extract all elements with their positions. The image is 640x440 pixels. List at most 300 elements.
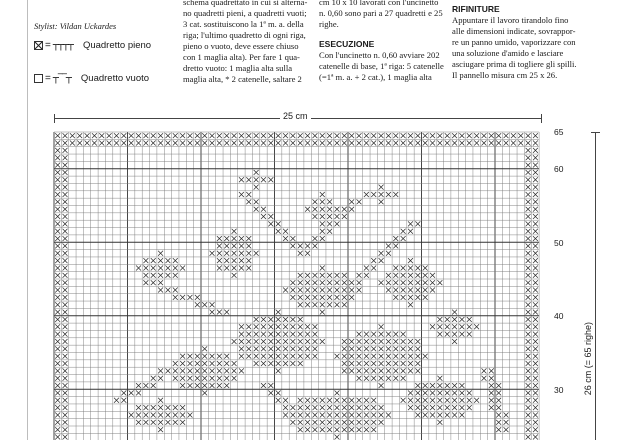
filled-cell	[533, 354, 538, 359]
filled-cell	[415, 383, 420, 388]
filled-cell	[533, 177, 538, 182]
filled-cell	[533, 332, 538, 337]
filled-cell	[467, 317, 472, 322]
filled-cell	[55, 288, 60, 293]
filled-cell	[342, 405, 347, 410]
filled-cell	[335, 288, 340, 293]
filled-cell	[298, 332, 303, 337]
filled-cell	[173, 376, 178, 381]
filled-cell	[379, 376, 384, 381]
filled-cell	[202, 302, 207, 307]
filled-cell	[239, 324, 244, 329]
filled-cell	[437, 390, 442, 395]
filled-cell	[195, 383, 200, 388]
filled-cell	[129, 133, 134, 138]
filled-cell	[239, 266, 244, 271]
filled-cell	[364, 376, 369, 381]
filled-cell	[210, 368, 215, 373]
filled-cell	[180, 420, 185, 425]
filled-cell	[276, 317, 281, 322]
filled-cell	[210, 141, 215, 146]
filled-cell	[254, 251, 259, 256]
filled-cell	[217, 133, 222, 138]
filled-cell	[276, 361, 281, 366]
filled-cell	[526, 236, 531, 241]
filled-cell	[224, 141, 229, 146]
filled-cell	[246, 199, 251, 204]
filled-cell	[526, 185, 531, 190]
filled-cell	[533, 155, 538, 160]
filled-cell	[224, 310, 229, 315]
filled-cell	[459, 390, 464, 395]
filled-cell	[136, 390, 141, 395]
filled-cell	[482, 368, 487, 373]
legend-empty-label: Quadretto vuoto	[80, 73, 150, 84]
filled-cell	[107, 141, 112, 146]
filled-cell	[357, 332, 362, 337]
filled-cell	[445, 398, 450, 403]
filled-cell	[430, 390, 435, 395]
filled-cell	[55, 398, 60, 403]
filled-cell	[371, 354, 376, 359]
filled-cell	[246, 141, 251, 146]
filled-cell	[342, 207, 347, 212]
filled-cell	[327, 420, 332, 425]
filled-cell	[467, 405, 472, 410]
filled-cell	[290, 324, 295, 329]
filled-cell	[320, 273, 325, 278]
filled-cell	[165, 413, 170, 418]
filled-cell	[55, 266, 60, 271]
filled-cell	[261, 361, 266, 366]
filled-cell	[165, 288, 170, 293]
filled-cell	[232, 339, 237, 344]
filled-cell	[496, 427, 501, 432]
filled-cell	[467, 398, 472, 403]
filled-cell	[327, 413, 332, 418]
filled-cell	[232, 258, 237, 263]
filled-cell	[239, 332, 244, 337]
filled-cell	[393, 133, 398, 138]
filled-cell	[430, 383, 435, 388]
filled-cell	[55, 177, 60, 182]
filled-cell	[459, 317, 464, 322]
filled-cell	[335, 280, 340, 285]
filled-cell	[526, 310, 531, 315]
filled-cell	[357, 427, 362, 432]
filled-cell	[430, 413, 435, 418]
filled-cell	[533, 302, 538, 307]
filled-cell	[386, 280, 391, 285]
instructions-column-4: RIFINITURE Appuntare il lavoro tirandolo fino alle dimensioni indicate, sovrappor- re un panno umido, vaporizzare con una soluzione d'amido e lasciare asciugare prima di togliere gli spilli. Il pannello misura cm 25 x 26.	[452, 4, 592, 81]
filled-cell	[401, 288, 406, 293]
filled-cell	[158, 280, 163, 285]
filled-cell	[210, 310, 215, 315]
filled-cell	[232, 376, 237, 381]
filled-cell	[180, 413, 185, 418]
filled-cell	[114, 133, 119, 138]
filled-cell	[408, 354, 413, 359]
filled-cell	[526, 207, 531, 212]
filled-cell	[210, 383, 215, 388]
filled-cell	[92, 141, 97, 146]
filled-cell	[459, 324, 464, 329]
filled-cell	[349, 368, 354, 373]
filled-cell	[459, 133, 464, 138]
filled-cell	[188, 361, 193, 366]
filled-cell	[474, 133, 479, 138]
filled-cell	[290, 413, 295, 418]
filled-cell	[423, 280, 428, 285]
filled-cell	[533, 390, 538, 395]
filled-cell	[70, 141, 75, 146]
filled-cell	[408, 280, 413, 285]
filled-cell	[158, 251, 163, 256]
filled-cell	[180, 295, 185, 300]
filled-cell	[342, 141, 347, 146]
filled-cell	[415, 273, 420, 278]
filled-cell	[335, 354, 340, 359]
filled-cell	[335, 413, 340, 418]
filled-cell	[452, 413, 457, 418]
filled-cell	[217, 376, 222, 381]
filled-cell	[364, 413, 369, 418]
filled-cell	[335, 295, 340, 300]
filled-cell	[379, 383, 384, 388]
filled-cell	[63, 413, 68, 418]
legend-filled: = ┬┬┬┬ Quadretto pieno	[34, 40, 151, 51]
filled-cell	[342, 295, 347, 300]
filled-cell	[349, 339, 354, 344]
filled-cell	[401, 141, 406, 146]
filled-cell	[327, 214, 332, 219]
filled-cell	[342, 354, 347, 359]
filled-cell	[526, 346, 531, 351]
filled-cell	[401, 280, 406, 285]
filled-cell	[379, 141, 384, 146]
filled-cell	[305, 133, 310, 138]
filled-cell	[364, 273, 369, 278]
filled-cell	[371, 258, 376, 263]
filled-cell	[290, 288, 295, 293]
filled-cell	[261, 324, 266, 329]
filled-cell	[467, 332, 472, 337]
filled-cell	[121, 133, 126, 138]
filled-cell	[151, 266, 156, 271]
filled-cell	[121, 390, 126, 395]
filled-cell	[327, 199, 332, 204]
filled-cell	[342, 214, 347, 219]
filled-cell	[165, 368, 170, 373]
filled-cell	[224, 236, 229, 241]
filled-cell	[401, 361, 406, 366]
filled-cell	[452, 133, 457, 138]
filled-cell	[371, 368, 376, 373]
filled-cell	[335, 390, 340, 395]
filled-cell	[224, 251, 229, 256]
filled-cell	[357, 361, 362, 366]
filled-cell	[232, 251, 237, 256]
filled-cell	[408, 390, 413, 395]
filled-cell	[210, 354, 215, 359]
filled-cell	[165, 141, 170, 146]
filled-cell	[298, 420, 303, 425]
filled-cell	[467, 133, 472, 138]
filled-cell	[268, 177, 273, 182]
filled-cell	[305, 324, 310, 329]
filled-cell	[533, 214, 538, 219]
filled-cell	[401, 229, 406, 234]
filled-cell	[261, 346, 266, 351]
filled-cell	[467, 141, 472, 146]
filled-cell	[165, 266, 170, 271]
filled-cell	[261, 332, 266, 337]
filled-cell	[312, 236, 317, 241]
filled-cell	[327, 427, 332, 432]
filled-cell	[283, 133, 288, 138]
filled-cell	[143, 258, 148, 263]
filled-cell	[151, 141, 156, 146]
filled-cell	[533, 383, 538, 388]
filled-cell	[526, 420, 531, 425]
filled-cell	[246, 346, 251, 351]
filled-cell	[437, 141, 442, 146]
filled-cell	[423, 133, 428, 138]
filled-cell	[239, 236, 244, 241]
filled-cell	[349, 398, 354, 403]
filled-cell	[143, 266, 148, 271]
filled-cell	[268, 141, 273, 146]
filled-cell	[246, 251, 251, 256]
filled-cell	[371, 133, 376, 138]
filled-cell	[452, 332, 457, 337]
filled-cell	[349, 405, 354, 410]
filled-cell	[526, 427, 531, 432]
filled-cell	[445, 324, 450, 329]
filled-cell	[526, 376, 531, 381]
filled-cell	[55, 302, 60, 307]
filled-cell	[305, 420, 310, 425]
filled-cell	[357, 288, 362, 293]
filled-cell	[290, 295, 295, 300]
filled-cell	[283, 317, 288, 322]
filled-cell	[165, 258, 170, 263]
filled-cell	[312, 302, 317, 307]
legend-filled-label: Quadretto pieno	[82, 40, 152, 51]
filled-cell	[312, 243, 317, 248]
filled-cell	[312, 133, 317, 138]
filled-cell	[224, 368, 229, 373]
filled-cell	[246, 236, 251, 241]
filled-cell	[437, 324, 442, 329]
legend-empty: = ┬‾‾┬ Quadretto vuoto	[34, 73, 149, 84]
filled-cell	[415, 295, 420, 300]
filled-cell	[526, 266, 531, 271]
filled-cell	[533, 192, 538, 197]
filled-cell	[445, 413, 450, 418]
filled-cell	[55, 339, 60, 344]
filled-cell	[55, 346, 60, 351]
filled-cell	[298, 288, 303, 293]
filled-cell	[246, 354, 251, 359]
filled-cell	[180, 405, 185, 410]
filled-cell	[379, 354, 384, 359]
filled-cell	[459, 398, 464, 403]
filled-cell	[217, 361, 222, 366]
filled-cell	[379, 420, 384, 425]
filled-cell	[158, 133, 163, 138]
filled-cell	[430, 398, 435, 403]
filled-cell	[379, 405, 384, 410]
filled-cell	[408, 273, 413, 278]
filled-cell	[180, 368, 185, 373]
filled-cell	[526, 354, 531, 359]
filled-cell	[232, 243, 237, 248]
filled-cell	[320, 398, 325, 403]
filled-cell	[533, 420, 538, 425]
filled-cell	[452, 339, 457, 344]
filled-cell	[276, 368, 281, 373]
filled-cell	[526, 361, 531, 366]
filled-cell	[173, 288, 178, 293]
filled-cell	[526, 288, 531, 293]
filled-cell	[305, 346, 310, 351]
filled-cell	[393, 376, 398, 381]
filled-cell	[254, 332, 259, 337]
filled-cell	[143, 273, 148, 278]
filled-cell	[437, 398, 442, 403]
filled-cell	[305, 302, 310, 307]
filled-cell	[312, 207, 317, 212]
filled-cell	[349, 427, 354, 432]
filled-cell	[393, 192, 398, 197]
filled-cell	[63, 221, 68, 226]
row-tick-label: 40	[554, 311, 564, 321]
filled-cell	[268, 332, 273, 337]
filled-cell	[533, 368, 538, 373]
filled-cell	[290, 243, 295, 248]
filled-cell	[298, 427, 303, 432]
filled-cell	[63, 236, 68, 241]
filled-cell	[232, 229, 237, 234]
filled-cell	[452, 310, 457, 315]
filled-cell	[312, 427, 317, 432]
filled-cell	[143, 420, 148, 425]
filled-cell	[202, 354, 207, 359]
filled-cell	[298, 324, 303, 329]
filled-cell	[63, 266, 68, 271]
filled-cell	[305, 273, 310, 278]
filled-cell	[379, 133, 384, 138]
filled-cell	[55, 199, 60, 204]
filled-cell	[415, 266, 420, 271]
filled-cell	[371, 141, 376, 146]
filled-cell	[239, 354, 244, 359]
filled-cell	[401, 273, 406, 278]
filled-cell	[217, 258, 222, 263]
filled-cell	[526, 163, 531, 168]
filled-cell	[511, 133, 516, 138]
filled-cell	[357, 199, 362, 204]
filled-cell	[246, 339, 251, 344]
filled-cell	[55, 324, 60, 329]
filled-cell	[276, 346, 281, 351]
filled-cell	[173, 405, 178, 410]
filled-cell	[445, 133, 450, 138]
filled-cell	[408, 258, 413, 263]
filled-cell	[224, 383, 229, 388]
filled-cell	[357, 413, 362, 418]
filled-cell	[136, 405, 141, 410]
filled-cell	[393, 273, 398, 278]
filled-cell	[165, 405, 170, 410]
filled-cell	[320, 288, 325, 293]
filled-cell	[504, 427, 509, 432]
filled-cell	[489, 368, 494, 373]
filled-cell	[276, 133, 281, 138]
filled-cell	[401, 133, 406, 138]
filled-cell	[320, 207, 325, 212]
filled-cell	[298, 280, 303, 285]
filled-cell	[423, 354, 428, 359]
filled-cell	[526, 339, 531, 344]
filled-cell	[63, 420, 68, 425]
filled-cell	[335, 207, 340, 212]
filled-cell	[290, 280, 295, 285]
filled-cell	[342, 273, 347, 278]
filled-cell	[533, 229, 538, 234]
filled-cell	[327, 133, 332, 138]
filled-cell	[202, 390, 207, 395]
filled-cell	[121, 141, 126, 146]
filled-cell	[283, 288, 288, 293]
filled-cell	[239, 243, 244, 248]
filled-cell	[335, 214, 340, 219]
filled-cell	[143, 405, 148, 410]
filled-cell	[268, 133, 273, 138]
filled-cell	[489, 390, 494, 395]
filled-cell	[526, 170, 531, 175]
filled-cell	[239, 141, 244, 146]
filled-cell	[357, 405, 362, 410]
filled-cell	[393, 354, 398, 359]
filled-cell	[195, 354, 200, 359]
filled-cell	[63, 192, 68, 197]
filled-cell	[63, 199, 68, 204]
filled-cell	[393, 295, 398, 300]
filled-cell	[224, 361, 229, 366]
filled-cell	[511, 141, 516, 146]
filled-cell	[180, 361, 185, 366]
filled-cell	[408, 346, 413, 351]
filled-cell	[379, 258, 384, 263]
filled-cell	[364, 405, 369, 410]
filled-cell	[217, 310, 222, 315]
filled-cell	[430, 288, 435, 293]
filled-cell	[379, 280, 384, 285]
filled-cell	[482, 133, 487, 138]
filled-cell	[254, 346, 259, 351]
filled-cell	[55, 420, 60, 425]
filled-cell	[276, 339, 281, 344]
filled-cell	[246, 332, 251, 337]
filled-cell	[357, 273, 362, 278]
filled-cell	[364, 346, 369, 351]
filled-cell	[55, 427, 60, 432]
filled-cell	[415, 221, 420, 226]
filled-cell	[312, 214, 317, 219]
filled-cell	[364, 368, 369, 373]
